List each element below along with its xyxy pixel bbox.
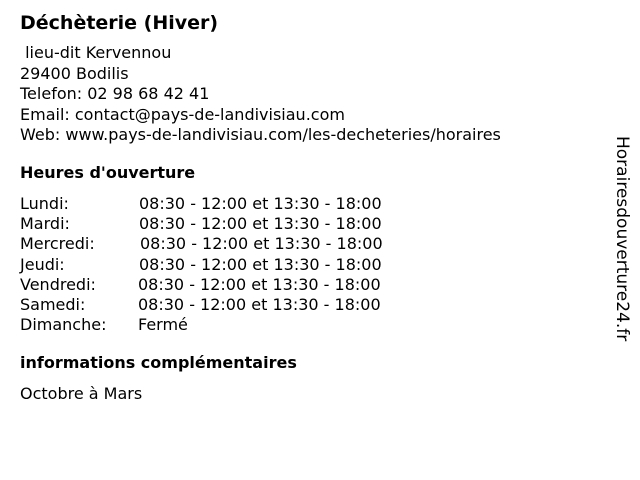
address-street: lieu-dit Kervennou — [25, 43, 172, 62]
time-value: 08:30 - 12:00 et 13:30 - 18:00 — [139, 214, 382, 234]
time-value: 08:30 - 12:00 et 13:30 - 18:00 — [138, 274, 381, 294]
day-label: Dimanche: — [20, 315, 107, 335]
address-city: 29400 Bodilis — [20, 63, 129, 83]
day-label: Mardi: — [20, 214, 70, 234]
email-line: Email: contact@pays-de-landivisiau.com — [20, 104, 345, 124]
hours-heading: Heures d'ouverture — [20, 163, 196, 182]
day-label: Lundi: — [20, 194, 69, 213]
page-title: Déchèterie (Hiver) — [20, 12, 219, 34]
time-value: 08:30 - 12:00 et 13:30 - 18:00 — [139, 254, 382, 274]
phone-line: Telefon: 02 98 68 42 41 — [20, 84, 210, 103]
time-value: 08:30 - 12:00 et 13:30 - 18:00 — [140, 234, 383, 254]
web-line: Web: www.pays-de-landivisiau.com/les-decheteries/horaires — [20, 125, 501, 144]
address-block — [20, 43, 501, 146]
day-label: Jeudi: — [20, 254, 65, 274]
time-value: Fermé — [138, 315, 188, 335]
site-watermark: Horairesdouverture24.fr — [612, 136, 632, 342]
info-text: Octobre à Mars — [20, 384, 143, 403]
info-heading: informations complémentaires — [20, 353, 297, 372]
day-label: Mercredi: — [20, 234, 95, 254]
time-value: 08:30 - 12:00 et 13:30 - 18:00 — [138, 294, 381, 314]
day-label: Vendredi: — [20, 274, 96, 294]
time-value: 08:30 - 12:00 et 13:30 - 18:00 — [139, 194, 382, 213]
day-label: Samedi: — [20, 294, 86, 314]
